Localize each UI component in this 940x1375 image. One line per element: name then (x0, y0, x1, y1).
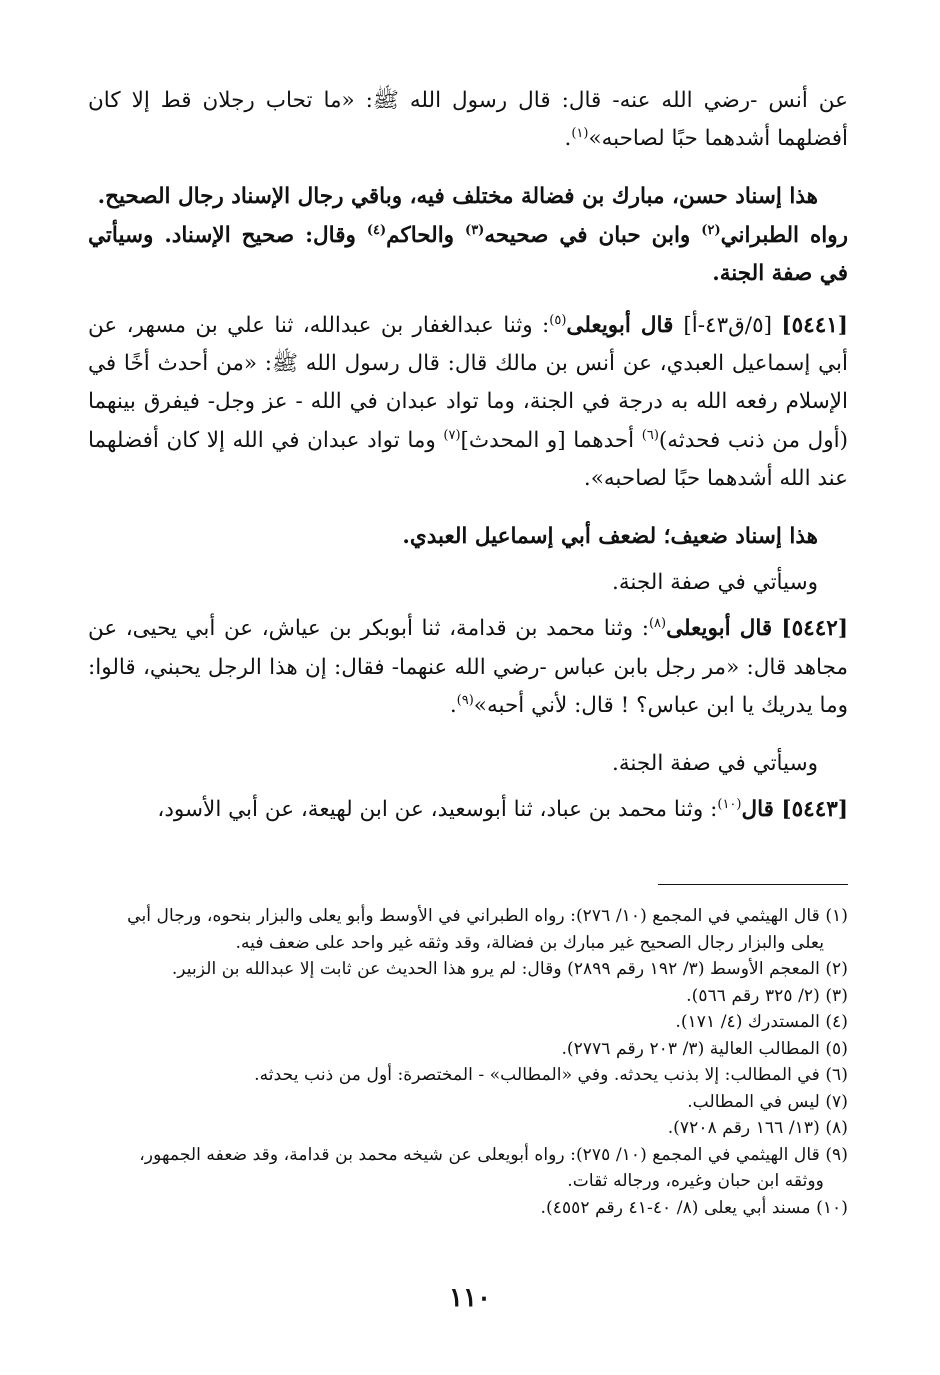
footnote-ref: (٤) (366, 222, 387, 238)
footnote-text: المعجم الأوسط (٣/ ١٩٢ رقم ٢٨٩٩) وقال: لم يرو هذا الحديث عن ثابت إلا عبدالله بن الزبير. (171, 959, 820, 979)
footnote-9 (88, 1142, 848, 1169)
punctuation: . (564, 126, 572, 152)
main-text (88, 82, 848, 829)
paragraph-text: : وثنا محمد بن قدامة، ثنا أبوبكر بن عياش، عن أبي يحيى، عن مجاهد قال: «مر رجل بابن عباس -رضي الله عنهما- فقال: إن هذا الرجل يحبني، قالوا: وما يدريك يا ابن عباس؟ ! قال: لأني أحبه» (88, 616, 848, 718)
footnote-number: (٩) (825, 1144, 848, 1165)
footnote-number: (١) (825, 906, 848, 926)
page-number: ١١٠ (449, 1283, 491, 1313)
footnote-9-cont: ووثقه ابن حبان وغيره، ورجاله ثقات. (567, 1171, 824, 1191)
footnote-text: المستدرك (٤/ ١٧١). (675, 1012, 820, 1032)
paragraph-text: وما تواد عبدان في الله إلا كان أفضلهما عند الله أشدهما حبًا لصاحبه». (88, 427, 848, 491)
footnote-10 (88, 1195, 848, 1222)
hadith-5441 (88, 307, 848, 498)
footnote-text: قال الهيثمي في المجمع (١٠/ ٢٧٦): رواه الطبراني في الأوسط وأبو يعلى والبزار بنحوه، ورجال أبي (127, 906, 820, 926)
hadith-source: قال أبويعلى (666, 616, 782, 642)
paragraph-text: والحاكم (386, 222, 466, 248)
paragraph-text: عن أنس -رضي الله عنه- قال: قال رسول الله ﷺ: «ما تحاب رجلان قط إلا كان أفضلهما أشدهما حبًا لصاحبه» (88, 88, 848, 152)
footnote-number: (٣) (825, 985, 848, 1006)
punctuation: . (449, 692, 457, 718)
footnote-text: (٢/ ٣٢٥ رقم ٥٦٦). (686, 985, 820, 1006)
paragraph-see-also-2: وسيأتي في صفة الجنة. (612, 751, 818, 777)
footnote-8 (88, 1115, 848, 1142)
footnote-ref: (١٠) (717, 797, 742, 813)
footnote-number: (٧) (825, 1091, 848, 1112)
footnote-4 (88, 1009, 848, 1036)
footnote-text: مسند أبي يعلى (٨/ ٤٠-٤١ رقم ٤٥٥٢). (540, 1197, 811, 1218)
footnote-5 (88, 1036, 848, 1063)
hadith-source: قال (741, 797, 782, 823)
footnote-number: (٦) (825, 1065, 848, 1085)
footnote-number: (١٠) (816, 1197, 848, 1218)
footnote-number: (٥) (825, 1038, 848, 1059)
footnote-text: ليس في المطالب. (687, 1091, 820, 1112)
footnote-number: (٤) (825, 1012, 848, 1032)
footnote-text: المطالب العالية (٣/ ٢٠٣ رقم ٢٧٧٦). (561, 1038, 820, 1059)
footnote-ref: (٦) (641, 427, 659, 443)
footnote-2 (88, 956, 848, 983)
footnote-ref: (٢) (701, 222, 721, 238)
paragraph-hadith-anas (88, 82, 848, 158)
paragraph-isnad-daif: هذا إسناد ضعيف؛ لضعف أبي إسماعيل العبدي. (402, 524, 818, 550)
footnote-number: (٨) (825, 1118, 848, 1138)
footnote-1 (88, 903, 848, 930)
footnote-number: (٢) (825, 959, 848, 979)
footnote-6 (88, 1062, 848, 1089)
footnote-ref: (٩) (456, 692, 474, 708)
paragraph-isnad-hasan: هذا إسناد حسن، مبارك بن فضالة مختلف فيه، وباقي رجال الإسناد رجال الصحيح. (97, 184, 818, 210)
hadith-number: [٥٤٤١] (781, 313, 848, 339)
footnote-text: (١٣/ ١٦٦ رقم ٧٢٠٨). (667, 1118, 820, 1138)
footnote-text: قال الهيثمي في المجمع (١٠/ ٢٧٥): رواه أبويعلى عن شيخه محمد بن قدامة، وقد ضعفه الجمهور، (139, 1144, 820, 1165)
manuscript-ref: [٥/ق٤٣-أ] (683, 313, 782, 339)
paragraph-text: وقال: صحيح الإسناد. وسيأتي في صفة الجنة. (88, 222, 848, 286)
footnote-ref: (٥) (549, 312, 567, 328)
paragraph-text: رواه الطبراني (720, 222, 848, 248)
hadith-number: [٥٤٤٢] (781, 616, 848, 642)
paragraph-text: : وثنا محمد بن عباد، ثنا أبوسعيد، عن ابن لهيعة، عن أبي الأسود، (157, 797, 718, 823)
paragraph-see-also: وسيأتي في صفة الجنة. (612, 570, 818, 596)
hadith-source: قال أبويعلى (566, 313, 684, 339)
paragraph-text: وابن حبان في صحيحه (484, 222, 702, 248)
paragraph-takhrij (88, 217, 848, 293)
footnote-3 (88, 983, 848, 1010)
hadith-number: [٥٤٤٣] (781, 797, 848, 823)
footnote-ref: (٨) (648, 616, 667, 632)
footnote-7 (88, 1089, 848, 1116)
footnote-ref: (١) (571, 126, 589, 142)
footnote-separator (658, 884, 848, 885)
footnote-1-cont: يعلى والبزار رجال الصحيح غير مبارك بن فضالة، وقد وثقه غير واحد على ضعف فيه. (235, 932, 824, 953)
footnote-ref: (٣) (465, 222, 485, 238)
footnote-text: في المطالب: إلا بذنب يحدثه. وفي «المطالب» - المختصرة: أول من ذنب يحدثه. (254, 1065, 820, 1085)
paragraph-text: أحدهما [و المحدث] (460, 427, 642, 453)
footnotes (88, 903, 848, 1221)
paragraph-text: : وثنا عبدالغفار بن عبدالله، ثنا علي بن مسهر، عن أبي إسماعيل العبدي، عن أنس بن مالك قال: قال رسول الله ﷺ: «من أحدث أخًا في الإسلام رفعه الله به درجة في الجنة، وما تواد عبدان في الله - عز وجل- فيفرق بينهما (أول من ذنب فحدثه) (88, 313, 848, 453)
hadith-5442 (88, 610, 848, 725)
footnote-ref: (٧) (443, 427, 461, 443)
hadith-5443 (88, 791, 848, 829)
